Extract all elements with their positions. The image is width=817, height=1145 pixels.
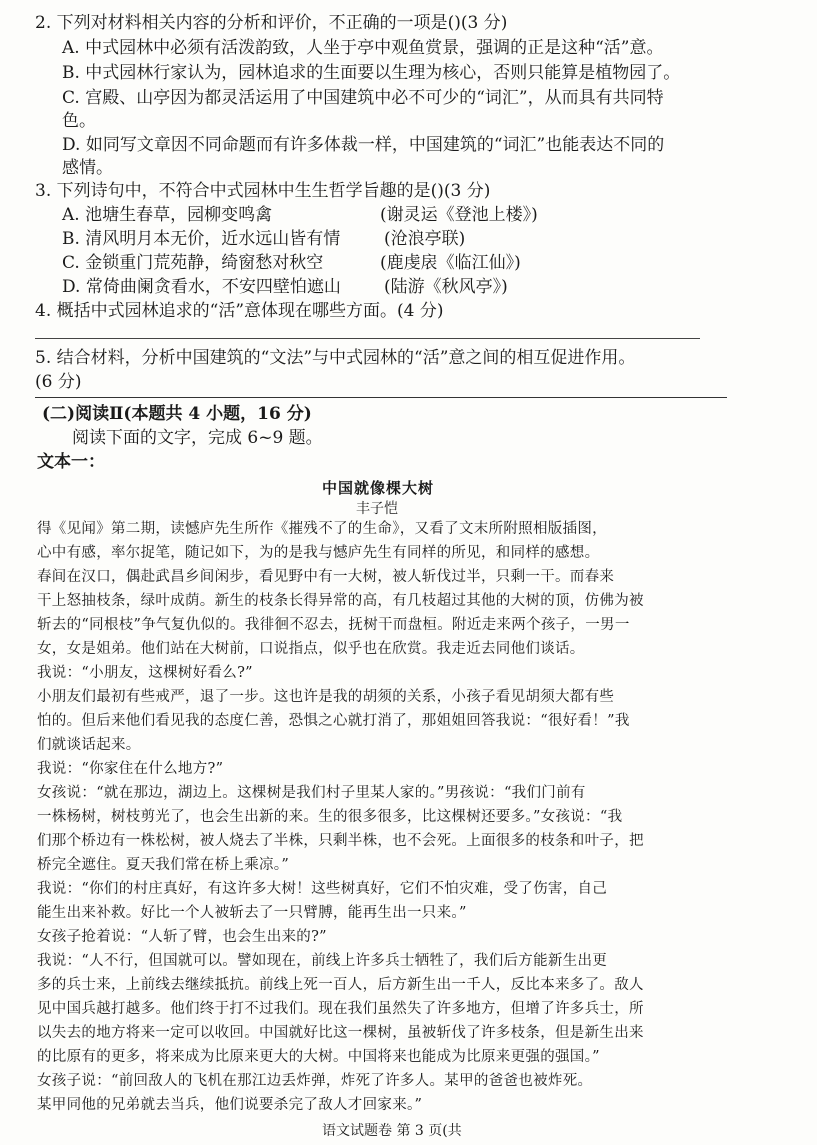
article-line: 我说：“你们的村庄真好，有这许多大树！这些树真好，它们不怕灾难，受了伤害，自己: [37, 881, 608, 897]
section-heading: (二)阅读Ⅱ(本题共 4 小题，16 分): [42, 404, 312, 424]
article-line: 女，女是姐弟。他们站在大树前，口说指点，似乎也在欣赏。我走近去同他们谈话。: [37, 641, 585, 657]
question-3-option-d-source: (陆游《秋风亭》): [384, 277, 508, 297]
section-divider: [35, 397, 727, 398]
question-3-option-d: D. 常倚曲阑贪看水，不安四壁怕遮山: [62, 277, 341, 297]
article-line: 女孩说：“就在那边，湖边上。这棵树是我们村子里某人家的。”男孩说：“我们门前有: [37, 785, 586, 801]
question-3-stem: 3. 下列诗句中，不符合中式园林中生生哲学旨趣的是()(3 分): [35, 181, 491, 201]
article-author: 丰子恺: [356, 501, 398, 517]
article-line: 得《见闻》第二期，读憾庐先生所作《摧残不了的生命》，又看了文末所附照相版插图，: [37, 521, 607, 537]
article-line: 们那个桥边有一株松树，被人烧去了半株，只剩半株，也不会死。上面很多的枝条和叶子，把: [37, 833, 644, 849]
article-line: 怕的。但后来他们看见我的态度仁善，恐惧之心就打消了，那姐姐回答我说：“很好看！”我: [37, 713, 630, 729]
question-5-stem: 5. 结合材料，分析中国建筑的“文法”与中式园林的“活”意之间的相互促进作用。: [35, 348, 636, 368]
article-line: 们就谈话起来。: [37, 737, 141, 753]
article-line: 我说：“人不行，但国就可以。譬如现在，前线上许多兵士牺牲了，我们后方能新生出更: [37, 953, 608, 969]
question-3-option-a-source: (谢灵运《登池上楼》): [380, 205, 538, 225]
question-2-option-d: D. 如同写文章因不同命题而有许多体裁一样，中国建筑的“词汇”也能表达不同的: [62, 135, 665, 155]
article-line: 干上怒抽枝条，绿叶成荫。新生的枝条长得异常的高，有几枝超过其他的大树的顶，仿佛为被: [37, 593, 644, 609]
answer-rule: [35, 338, 700, 339]
article-line: 女孩子说：“前回敌人的飞机在那江边丢炸弹，炸死了许多人。某甲的爸爸也被炸死。: [37, 1073, 593, 1089]
question-2-stem: 2. 下列对材料相关内容的分析和评价，不正确的一项是()(3 分): [35, 13, 508, 33]
article-line: 的比原有的更多，将来成为比原来更大的大树。中国将来也能成为比原来更强的强国。”: [37, 1049, 600, 1065]
section-instruction: 阅读下面的文字，完成 6~9 题。: [72, 428, 323, 448]
question-3-option-b-source: (沧浪亭联): [384, 229, 466, 249]
article-line: 春间在汉口，偶赴武昌乡间闲步，看见野中有一大树，被人斩伐过半，只剩一干。而春来: [37, 569, 615, 585]
article-line: 见中国兵越打越多。他们终于打不过我们。现在我们虽然失了许多地方，但增了许多兵士，所: [37, 1001, 644, 1017]
article-line: 我说：“小朋友，这棵树好看么?”: [37, 665, 253, 681]
article-line: 斩去的“同根枝”争气复仇似的。我徘徊不忍去，抚树干而盘桓。附近走来两个孩子，一男一: [37, 617, 630, 633]
article-line: 以失去的地方将来一定可以收回。中国就好比这一棵树，虽被斩伐了许多枝条，但是新生出来: [37, 1025, 644, 1041]
article-line: 一株杨树，树枝剪光了，也会生出新的来。生的很多很多，比这棵树还要多。”女孩说：“我: [37, 809, 623, 825]
question-3-option-b: B. 清风明月本无价，近水远山皆有情: [62, 229, 341, 249]
text-label: 文本一：: [37, 452, 105, 472]
article-line: 多的兵士来，上前线去继续抵抗。前线上死一百人，后方新生出一千人，反比本来多了。敌人: [37, 977, 644, 993]
article-line: 心中有感，率尔捉笔，随记如下，为的是我与憾庐先生有同样的所见，和同样的感想。: [37, 545, 600, 561]
article-line: 某甲同他的兄弟就去当兵，他们说要杀完了敌人才回家来。”: [37, 1097, 423, 1113]
question-3-option-c-source: (鹿虔扆《临江仙》): [380, 253, 521, 273]
question-2-option-d-cont: 感情。: [62, 158, 113, 178]
question-2-option-c-cont: 色。: [62, 111, 96, 131]
page-footer: 语文试题卷 第 3 页(共: [322, 1123, 462, 1139]
article-line: 女孩子抢着说：“人斩了臂，也会生出来的?”: [37, 929, 327, 945]
article-line: 小朋友们最初有些戒严，退了一步。这也许是我的胡须的关系，小孩子看见胡须大都有些: [37, 689, 615, 705]
article-line: 桥完全遮住。夏天我们常在桥上乘凉。”: [37, 857, 290, 873]
question-3-option-a: A. 池塘生春草，园柳变鸣禽: [62, 205, 273, 225]
article-title: 中国就像棵大树: [322, 479, 435, 497]
article-line: 能生出来补救。好比一个人被斩去了一只臂膊，能再生出一只来。”: [37, 905, 467, 921]
question-5-stem-cont: (6 分): [35, 372, 82, 392]
article-line: 我说：“你家住在什么地方?”: [37, 761, 224, 777]
question-2-option-a: A. 中式园林中必须有活泼韵致，人坐于亭中观鱼赏景，强调的正是这种“活”意。: [62, 38, 664, 58]
question-2-option-c: C. 宫殿、山亭因为都灵活运用了中国建筑中必不可少的“词汇”，从而具有共同特: [62, 88, 664, 108]
question-4-stem: 4. 概括中式园林追求的“活”意体现在哪些方面。(4 分): [35, 301, 444, 321]
question-2-option-b: B. 中式园林行家认为，园林追求的生面要以生理为核心，否则只能算是植物园了。: [62, 63, 681, 83]
question-3-option-c: C. 金锁重门荒苑静，绮窗愁对秋空: [62, 253, 324, 273]
